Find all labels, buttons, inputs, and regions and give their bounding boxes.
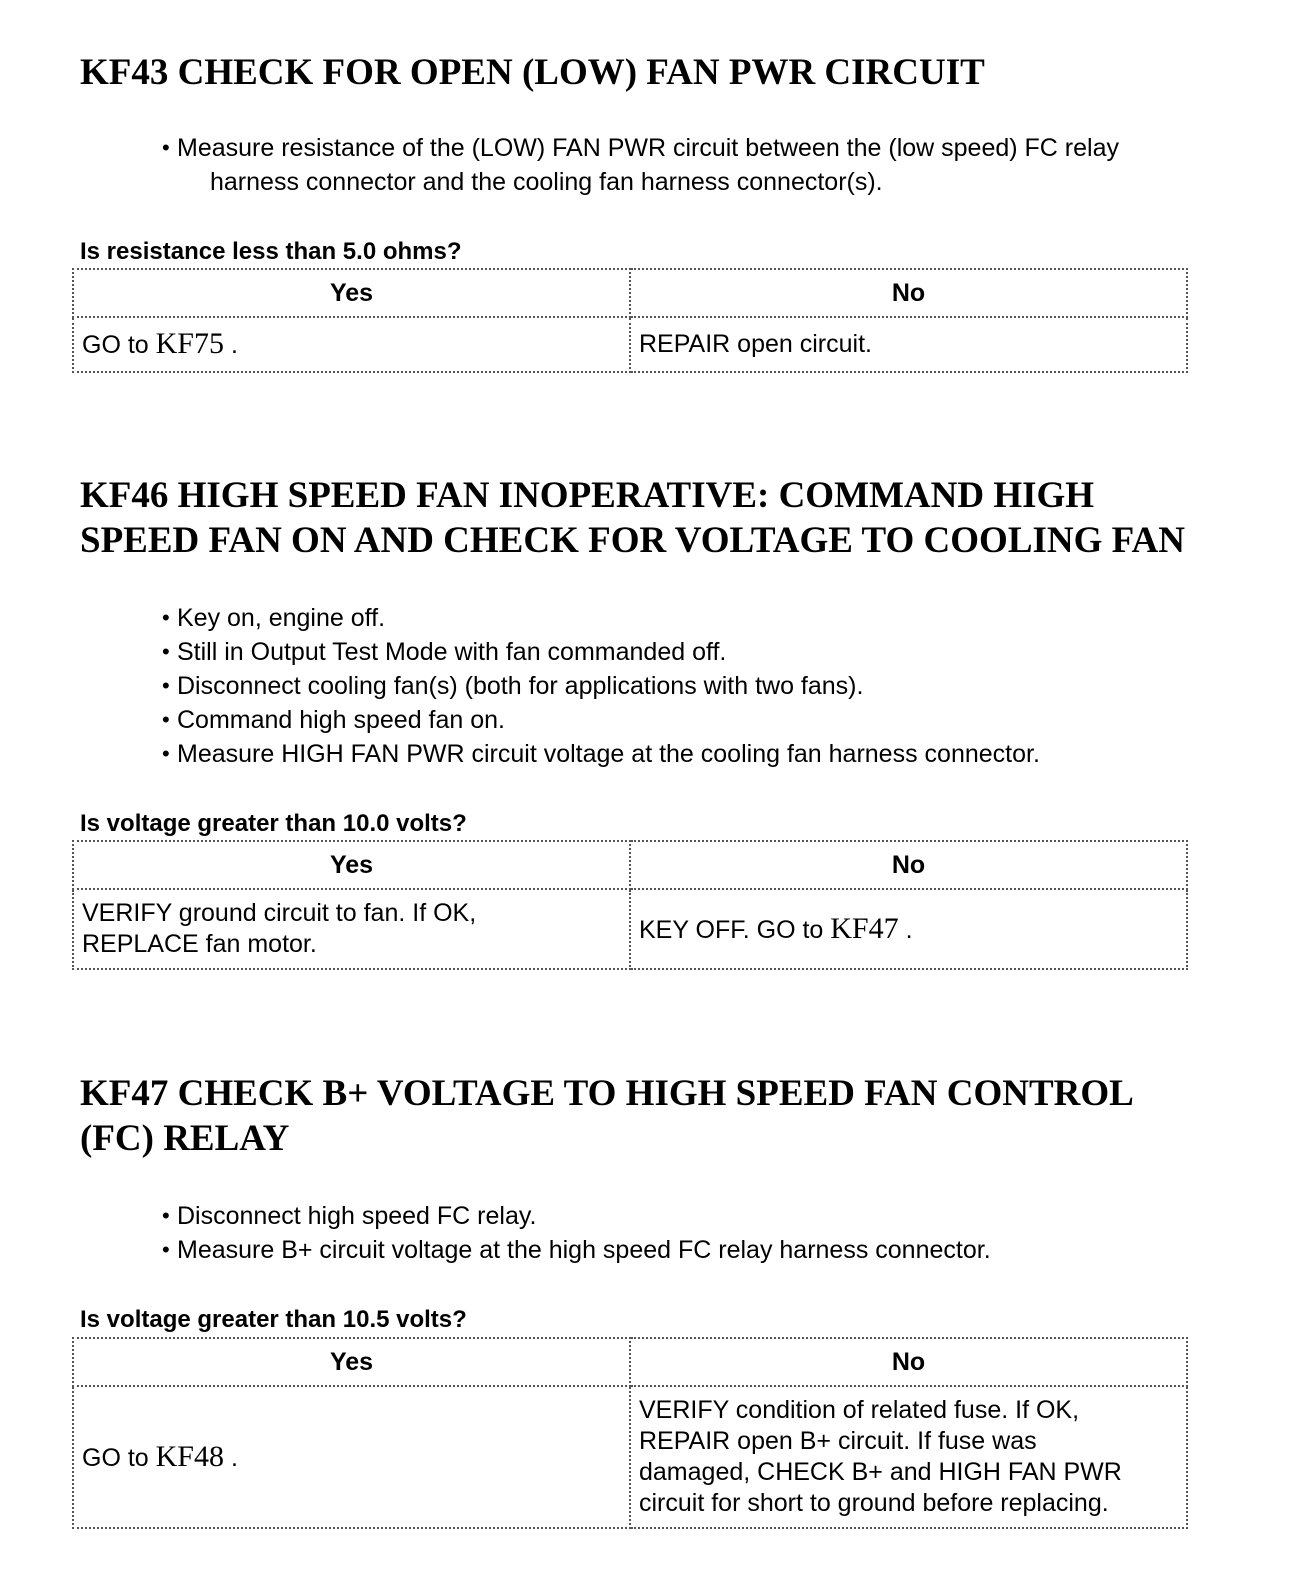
kf47-link[interactable]: KF47 (830, 911, 899, 945)
no-cell: KEY OFF. GO to KF47 . (630, 889, 1187, 969)
kf46-steps (80, 601, 1280, 771)
table-header-row (73, 841, 1187, 889)
step-item: • Measure B+ circuit voltage at the high speed FC relay harness connector. (162, 1233, 1280, 1267)
step-item: • Disconnect high speed FC relay. (162, 1199, 1280, 1233)
section-title-line2: (FC) RELAY (80, 1118, 290, 1159)
yes-cell: VERIFY ground circuit to fan. If OK, REPLACE fan motor. (73, 889, 630, 969)
yes-header: Yes (73, 269, 630, 317)
question-text: Is resistance less than 5.0 ohms? (80, 238, 462, 265)
step-list (80, 601, 1280, 771)
answer-table-kf46 (72, 840, 1188, 970)
step-item: • Measure resistance of the (LOW) FAN PWR circuit between the (low speed) FC relay harness connector and the cooling fan harness connector(s). (162, 131, 1280, 199)
kf48-link[interactable]: KF48 (155, 1439, 224, 1473)
table-row (73, 1386, 1187, 1528)
section-kf43 (80, 50, 1280, 95)
kf47-steps (80, 1199, 1280, 1267)
table-header-row (73, 269, 1187, 317)
no-header: No (630, 1338, 1187, 1386)
section-title-line2: SPEED FAN ON AND CHECK FOR VOLTAGE TO COOLING FAN (80, 520, 1185, 561)
section-kf47 (80, 1071, 1280, 1161)
kf75-link[interactable]: KF75 (155, 327, 224, 360)
step-list (80, 1199, 1280, 1267)
no-cell: REPAIR open circuit. (630, 317, 1187, 372)
step-item: • Measure HIGH FAN PWR circuit voltage at the cooling fan harness connector. (162, 737, 1280, 771)
table-header-row (73, 1338, 1187, 1386)
step-item: • Command high speed fan on. (162, 703, 1280, 737)
question-text: Is voltage greater than 10.5 volts? (80, 1306, 467, 1333)
table-row (73, 317, 1187, 372)
table-row (73, 889, 1187, 969)
yes-header: Yes (73, 1338, 630, 1386)
question-text: Is voltage greater than 10.0 volts? (80, 810, 467, 837)
section-title: KF43 CHECK FOR OPEN (LOW) FAN PWR CIRCUIT (80, 52, 985, 93)
step-list (80, 131, 1280, 199)
kf43-steps (80, 131, 1280, 199)
section-title-line1: KF47 CHECK B+ VOLTAGE TO HIGH SPEED FAN CONTROL (80, 1073, 1134, 1114)
answer-table-kf47 (72, 1337, 1188, 1529)
yes-header: Yes (73, 841, 630, 889)
step-item: • Still in Output Test Mode with fan commanded off. (162, 635, 1280, 669)
step-item: • Disconnect cooling fan(s) (both for applications with two fans). (162, 669, 1280, 703)
answer-table-kf43 (72, 268, 1188, 373)
section-kf46 (80, 473, 1280, 563)
no-header: No (630, 269, 1187, 317)
step-item: • Key on, engine off. (162, 601, 1280, 635)
section-title-line1: KF46 HIGH SPEED FAN INOPERATIVE: COMMAND HIGH (80, 475, 1095, 516)
yes-cell: GO to KF75 . (73, 317, 630, 372)
yes-cell: GO to KF48 . (73, 1386, 630, 1528)
no-cell: VERIFY condition of related fuse. If OK, REPAIR open B+ circuit. If fuse was damaged, CHECK B+ and HIGH FAN PWR circuit for short to ground before replacing. (630, 1386, 1187, 1528)
no-header: No (630, 841, 1187, 889)
